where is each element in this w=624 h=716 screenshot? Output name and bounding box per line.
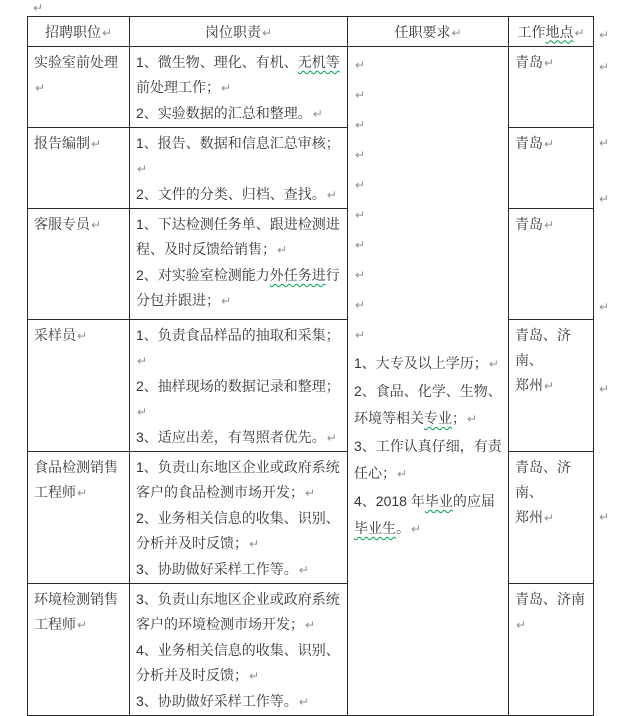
table-row	[28, 209, 594, 320]
row-end-mark-icon: ↵	[599, 510, 610, 524]
paragraph-mark-icon: ↵	[516, 618, 527, 632]
position-cell[interactable]	[28, 209, 130, 320]
paragraph-mark-icon: ↵	[77, 618, 88, 632]
empty-paragraph	[354, 140, 508, 170]
requirement-item: 1、大专及以上学历；↵	[354, 355, 499, 371]
paragraph-mark-icon: ↵	[137, 162, 148, 176]
spellcheck-wavy-underline: 专业	[424, 410, 452, 426]
duty-paragraph: 2、实验数据的汇总和整理。↵	[136, 105, 323, 121]
paragraph-mark-icon: ↵	[467, 412, 478, 426]
paragraph-mark-icon: ↵	[488, 357, 499, 371]
paragraph-mark-icon: ↵	[326, 188, 337, 202]
table-row	[28, 128, 594, 209]
paragraph-mark-icon: ↵	[91, 137, 102, 151]
paragraph-mark-icon: ↵	[77, 486, 88, 500]
row-end-mark-icon: ↵	[599, 28, 610, 42]
spellcheck-wavy-underline: 地点	[545, 23, 574, 40]
empty-paragraph	[354, 170, 508, 200]
paragraph-mark-icon: ↵	[544, 511, 555, 525]
paragraph-mark-icon: ↵	[355, 118, 366, 132]
paragraph-mark-icon: ↵	[305, 486, 316, 500]
table-row	[28, 452, 594, 584]
requirements-cell[interactable]	[348, 47, 509, 716]
duty-paragraph: 3、适应出差，有驾照者优先。↵	[136, 429, 337, 445]
empty-paragraph	[354, 290, 508, 320]
location-text: 青岛、济南、 郑州↵	[515, 459, 571, 525]
paragraph-mark-icon: ↵	[298, 695, 309, 709]
position-text: 采样员↵	[34, 327, 88, 343]
header-label: 招聘职位	[44, 23, 101, 40]
header-label: 岗位职责	[204, 23, 261, 40]
location-cell[interactable]	[509, 452, 594, 584]
position-text: 环境检测销售工程师↵	[34, 591, 118, 632]
empty-paragraph	[354, 50, 508, 80]
paragraph-mark-icon: ↵	[221, 81, 232, 95]
paragraph-mark-icon: ↵	[277, 243, 288, 257]
duty-paragraph: 3、协助做好采样工作等。↵	[136, 693, 309, 709]
paragraph-mark-icon: ↵	[261, 25, 273, 40]
duties-cell[interactable]	[130, 47, 348, 128]
paragraph-mark-icon: ↵	[574, 25, 585, 40]
paragraph-mark-icon: ↵	[355, 178, 366, 192]
empty-paragraph	[354, 260, 508, 290]
paragraph-mark-icon: ↵	[326, 431, 337, 445]
location-cell[interactable]	[509, 47, 594, 128]
duties-cell[interactable]	[130, 452, 348, 584]
table-body	[28, 47, 594, 716]
location-cell[interactable]	[509, 584, 594, 716]
duty-paragraph: 2、业务相关信息的收集、识别、分析并及时反馈；↵	[136, 510, 340, 551]
spellcheck-wavy-underline: 外任务进	[269, 267, 326, 283]
header-duties[interactable]	[130, 17, 348, 47]
duties-cell[interactable]	[130, 584, 348, 716]
spellcheck-wavy-underline: 无机等	[297, 54, 340, 70]
spellcheck-wavy-underline: 毕业生	[354, 520, 396, 536]
location-text: 青岛↵	[515, 135, 555, 151]
duty-paragraph: 2、对实验室检测能力外任务进行分包并跟进；↵	[136, 267, 340, 308]
paragraph-mark-icon: ↵	[451, 25, 462, 40]
position-text: 报告编制↵	[34, 135, 102, 151]
row-end-mark-icon: ↵	[599, 300, 610, 314]
paragraph-mark-icon: ↵	[305, 618, 316, 632]
header-label: 任职要求	[394, 23, 451, 40]
duty-paragraph: 1、微生物、理化、有机、无机等前处理工作；↵	[136, 54, 340, 95]
location-cell[interactable]	[509, 128, 594, 209]
paragraph-mark-icon: ↵	[355, 238, 366, 252]
row-end-mark-icon: ↵	[599, 136, 610, 150]
header-label: 工作地点	[517, 23, 574, 40]
location-cell[interactable]	[509, 320, 594, 452]
paragraph-mark-icon: ↵	[35, 81, 46, 95]
row-end-mark-icon: ↵	[599, 192, 610, 206]
empty-paragraph	[354, 80, 508, 110]
duty-paragraph: 4、业务相关信息的收集、识别、分析并及时反馈；↵	[136, 642, 340, 683]
position-text: 实验室前处理↵	[34, 54, 118, 95]
position-cell[interactable]	[28, 128, 130, 209]
duty-paragraph: 1、负责山东地区企业或政府系统客户的食品检测市场开发；↵	[136, 459, 340, 500]
empty-paragraph	[354, 200, 508, 230]
position-text: 食品检测销售工程师↵	[34, 459, 118, 500]
location-text: 青岛↵	[515, 216, 555, 232]
requirement-item: 2、食品、化学、生物、环境等相关专业；↵	[354, 383, 502, 426]
row-end-mark-icon: ↵	[599, 382, 610, 396]
duty-paragraph: 2、文件的分类、归档、查找。↵	[136, 186, 337, 202]
paragraph-mark-icon: ↵	[355, 328, 366, 342]
paragraph-mark-icon: ↵	[137, 405, 148, 419]
duties-cell[interactable]	[130, 209, 348, 320]
position-cell[interactable]	[28, 320, 130, 452]
row-end-mark-icon: ↵	[599, 60, 610, 74]
paragraph-mark-icon: ↵	[33, 1, 44, 15]
paragraph-mark-icon: ↵	[355, 148, 366, 162]
location-text: 青岛、济南↵	[515, 591, 585, 632]
paragraph-mark-icon: ↵	[221, 294, 232, 308]
paragraph-mark-icon: ↵	[91, 218, 102, 232]
table-row	[28, 47, 594, 128]
duties-cell[interactable]	[130, 128, 348, 209]
header-requirements[interactable]	[348, 17, 509, 47]
location-text: 青岛↵	[515, 54, 555, 70]
paragraph-mark-icon: ↵	[249, 669, 260, 683]
paragraph-mark-icon: ↵	[397, 467, 408, 481]
recruitment-table	[27, 16, 594, 716]
location-text: 青岛、济南、 郑州↵	[515, 327, 571, 393]
paragraph-mark-icon: ↵	[298, 563, 309, 577]
duties-cell[interactable]	[130, 320, 348, 452]
paragraph-mark-icon: ↵	[544, 218, 555, 232]
empty-paragraph	[354, 320, 508, 350]
table-row	[28, 320, 594, 452]
paragraph-mark-icon: ↵	[77, 329, 88, 343]
paragraph-mark-icon: ↵	[249, 537, 260, 551]
position-cell[interactable]	[28, 584, 130, 716]
position-cell[interactable]	[28, 47, 130, 128]
paragraph-mark-icon: ↵	[101, 25, 113, 40]
paragraph-mark-icon: ↵	[355, 268, 366, 282]
paragraph-mark-icon: ↵	[355, 208, 366, 222]
empty-paragraph	[354, 110, 508, 140]
duty-paragraph: 1、报告、数据和信息汇总审核；↵	[136, 135, 340, 176]
duty-paragraph: 3、协助做好采样工作等。↵	[136, 561, 309, 577]
header-position[interactable]	[28, 17, 130, 47]
paragraph-mark-icon: ↵	[544, 56, 555, 70]
paragraph-mark-icon: ↵	[544, 137, 555, 151]
paragraph-mark-icon: ↵	[312, 107, 323, 121]
paragraph-mark-icon: ↵	[544, 379, 555, 393]
duty-paragraph: 1、下达检测任务单、跟进检测进程、及时反馈给销售；↵	[136, 216, 340, 257]
paragraph-mark-icon: ↵	[355, 88, 366, 102]
duty-paragraph: 1、负责食品样品的抽取和采集；↵	[136, 327, 340, 368]
paragraph-mark-icon: ↵	[411, 522, 422, 536]
position-text: 客服专员↵	[34, 216, 102, 232]
paragraph-mark-icon: ↵	[355, 298, 366, 312]
position-cell[interactable]	[28, 452, 130, 584]
spellcheck-wavy-underline: 毕业	[424, 493, 453, 509]
paragraph-mark-icon: ↵	[137, 354, 148, 368]
duty-paragraph: 2、抽样现场的数据记录和整理；↵	[136, 378, 340, 419]
table-row	[28, 584, 594, 716]
table-header-row	[28, 17, 594, 47]
paragraph-mark-icon: ↵	[355, 58, 366, 72]
empty-paragraph	[354, 230, 508, 260]
requirement-item: 4、2018 年毕业的应届毕业生。↵	[354, 493, 495, 536]
requirement-item: 3、工作认真仔细，有责任心；↵	[354, 438, 502, 481]
table-header-row	[28, 17, 594, 47]
header-location[interactable]	[509, 17, 594, 47]
duty-paragraph: 3、负责山东地区企业或政府系统客户的环境检测市场开发；↵	[136, 591, 340, 632]
location-cell[interactable]	[509, 209, 594, 320]
